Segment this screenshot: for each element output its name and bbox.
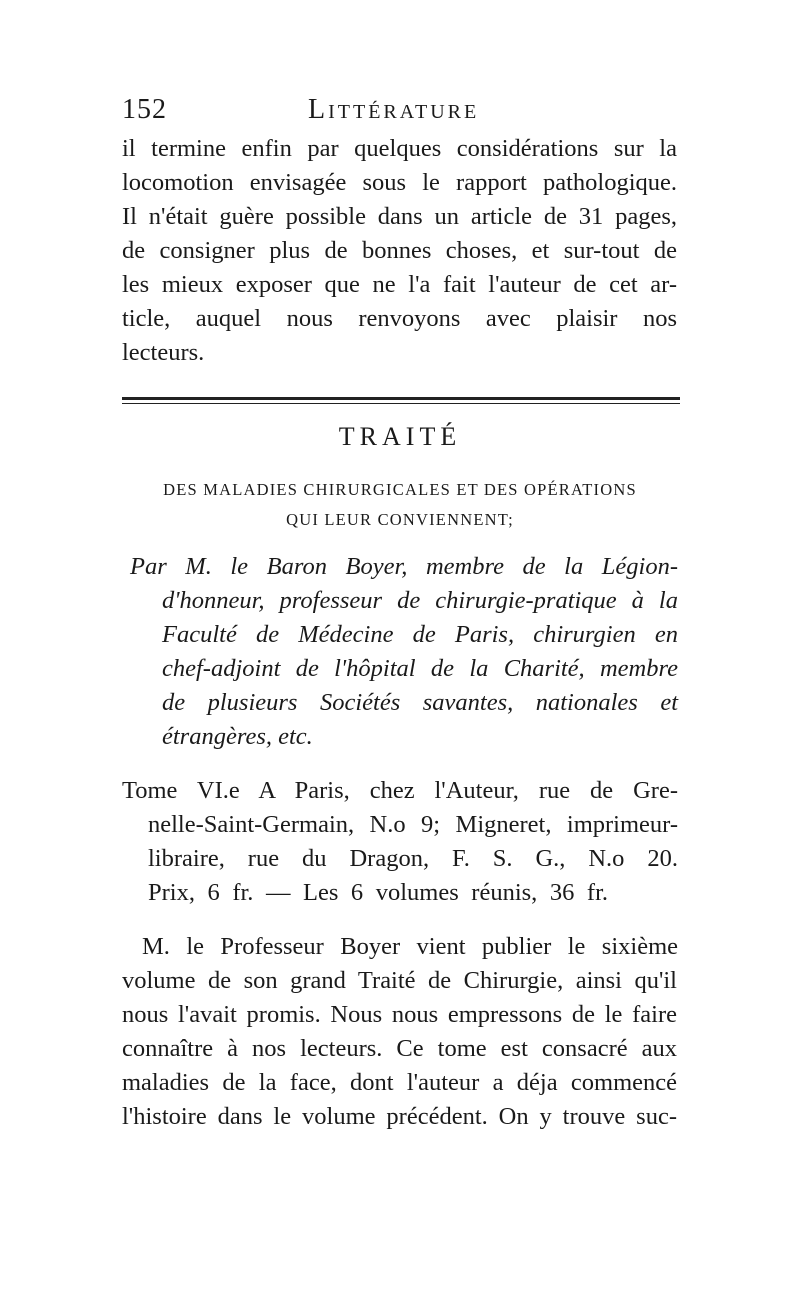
- publication-line: Tome VI.e A Paris, chez l'Auteur, rue de Gre-: [122, 777, 678, 804]
- review-subtitle: DES MALADIES CHIRURGICALES ET DES OPÉRATIONS: [163, 480, 637, 499]
- page-number: 152: [122, 94, 167, 125]
- review-subtitle-continued: QUI LEUR CONVIENNENT;: [286, 510, 514, 529]
- text-line: l'histoire dans le volume précédent. On y trouve suc-: [122, 1103, 677, 1130]
- text-line: volume de son grand Traité de Chirurgie, ainsi qu'il: [122, 967, 677, 994]
- text-line: M. le Professeur Boyer vient publier le sixième: [142, 933, 678, 960]
- running-head: Littérature: [308, 94, 480, 125]
- author-line: d'honneur, professeur de chirurgie-pratique à la: [162, 587, 678, 614]
- author-line: Par M. le Baron Boyer, membre de la Légion-: [130, 553, 678, 580]
- text-line: lecteurs.: [122, 339, 205, 366]
- text-line: de consigner plus de bonnes choses, et sur-tout de: [122, 237, 677, 264]
- publication-line: nelle-Saint-Germain, N.o 9; Migneret, imprimeur-: [148, 811, 678, 838]
- review-title: TRAITÉ: [338, 422, 462, 451]
- text-line: ticle, auquel nous renvoyons avec plaisir nos: [122, 305, 677, 332]
- text-line: locomotion envisagée sous le rapport pathologique.: [122, 169, 677, 196]
- publication-line: libraire, rue du Dragon, F. S. G., N.o 20.: [148, 845, 678, 872]
- text-line: Il n'était guère possible dans un article de 31 pages,: [122, 203, 677, 230]
- author-line: étrangères, etc.: [162, 723, 313, 750]
- author-line: de plusieurs Sociétés savantes, nationales et: [162, 689, 678, 716]
- author-line: Faculté de Médecine de Paris, chirurgien en: [162, 621, 678, 648]
- page-header: [122, 94, 682, 128]
- text-line: connaître à nos lecteurs. Ce tome est consacré aux: [122, 1035, 677, 1062]
- text-line: nous l'avait promis. Nous nous empressons de le faire: [122, 1001, 677, 1028]
- publication-line: Prix, 6 fr. — Les 6 volumes réunis, 36 fr.: [148, 879, 608, 906]
- section-rule-thin: [122, 403, 680, 404]
- section-rule-thick: [122, 397, 680, 400]
- text-line: maladies de la face, dont l'auteur a déja commencé: [122, 1069, 677, 1096]
- text-line: les mieux exposer que ne l'a fait l'auteur de cet ar-: [122, 271, 677, 298]
- author-line: chef-adjoint de l'hôpital de la Charité, membre: [162, 655, 678, 682]
- text-line: il termine enfin par quelques considérations sur la: [122, 135, 677, 162]
